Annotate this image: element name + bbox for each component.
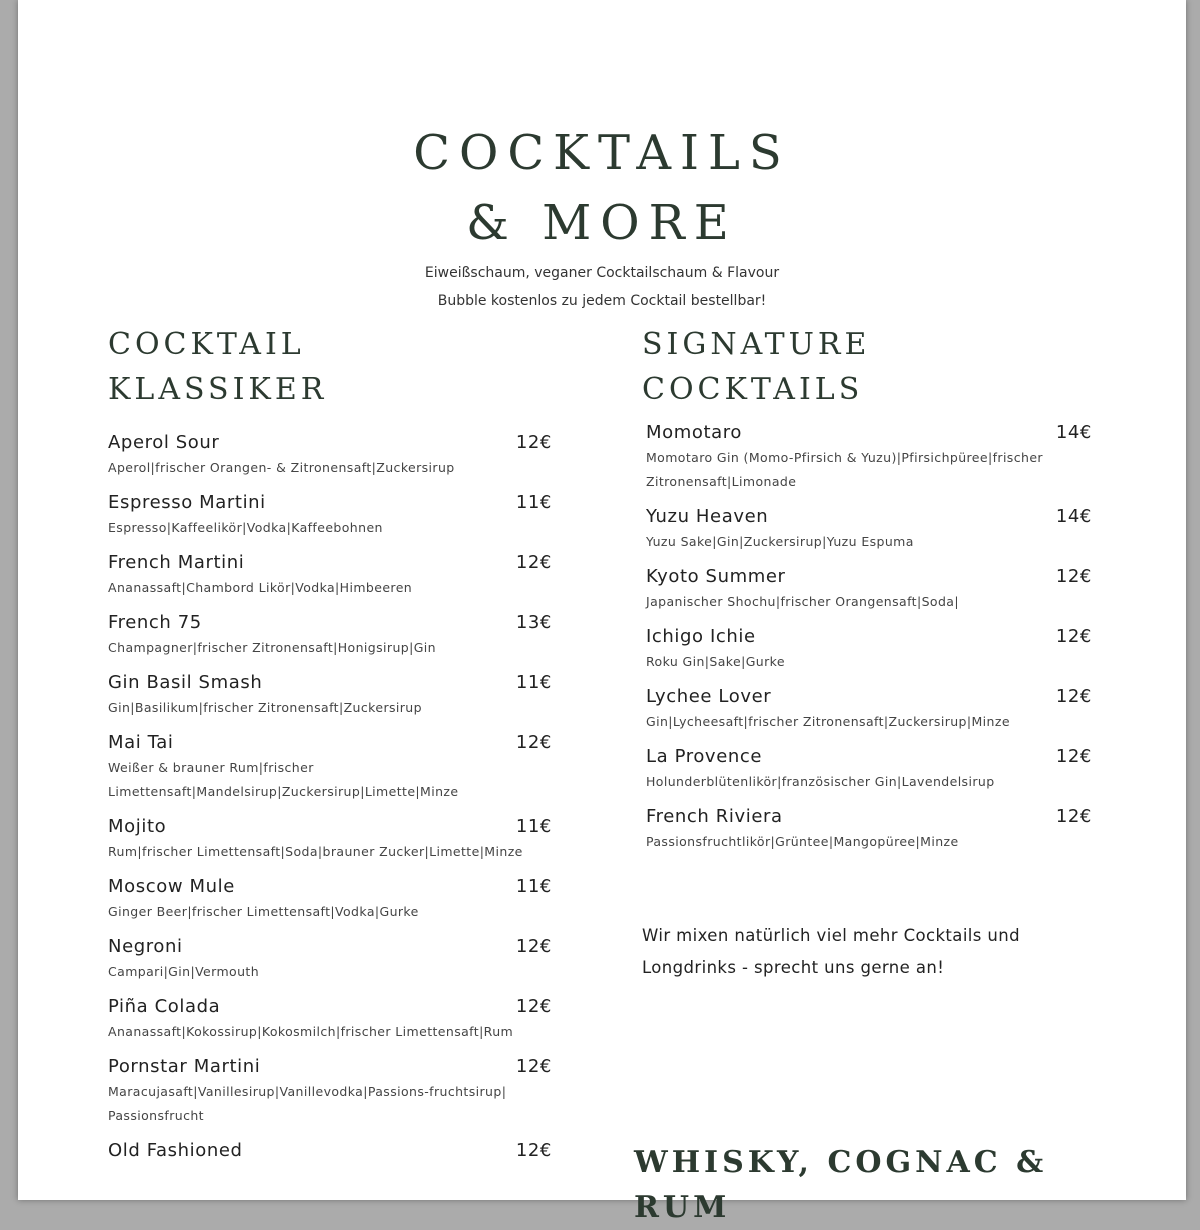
- menu-item-ingredients: Gin|Basilikum|frischer Zitronensaft|Zuckersirup: [108, 700, 422, 715]
- menu-item-header: [646, 564, 1092, 590]
- menu-item-header: [108, 934, 552, 960]
- menu-item: [108, 934, 552, 984]
- menu-item-name: French 75: [108, 612, 202, 633]
- menu-item-name: Mai Tai: [108, 732, 174, 753]
- menu-item-header: [108, 1138, 552, 1164]
- menu-item: [108, 610, 552, 660]
- menu-item-name: La Provence: [646, 746, 763, 767]
- menu-item-ingredients: Maracujasaft|Vanillesirup|Vanillevodka|Passions-fruchtsirup| Passionsfrucht: [108, 1084, 507, 1123]
- menu-item-name: Moscow Mule: [108, 876, 235, 897]
- menu-item-name: French Riviera: [646, 806, 783, 827]
- page-subtitle: [18, 259, 1186, 315]
- menu-item-name: Negroni: [108, 936, 183, 957]
- menu-item: [646, 420, 1092, 494]
- menu-item-name: Old Fashioned: [108, 1140, 243, 1161]
- menu-item-ingredients: Passionsfruchtlikör|Grüntee|Mangopüree|Minze: [646, 834, 959, 849]
- menu-item-header: [108, 610, 552, 636]
- signature-title-line1: SIGNATURE: [642, 327, 871, 362]
- menu-item-name: Gin Basil Smash: [108, 672, 263, 693]
- classics-title-line1: COCKTAIL: [108, 327, 305, 362]
- menu-item-price: 11€: [515, 876, 552, 897]
- menu-item-ingredients: Ananassaft|Kokossirup|Kokosmilch|frischer Limettensaft|Rum: [108, 1024, 514, 1039]
- menu-item-price: 11€: [515, 492, 552, 513]
- menu-item-ingredients: Japanischer Shochu|frischer Orangensaft|Soda|: [646, 594, 959, 609]
- menu-item-header: [108, 1054, 552, 1080]
- menu-item-price: 12€: [1055, 806, 1092, 827]
- whisky-section-title: [634, 1140, 1047, 1230]
- menu-item-price: 12€: [1055, 626, 1092, 647]
- menu-item-price: 12€: [1055, 686, 1092, 707]
- menu-item-name: Espresso Martini: [108, 492, 266, 513]
- menu-item-name: Lychee Lover: [646, 686, 772, 707]
- whisky-title-line2: RUM: [634, 1190, 731, 1225]
- menu-item-ingredients: Ginger Beer|frischer Limettensaft|Vodka|Gurke: [108, 904, 419, 919]
- menu-item-ingredients: Roku Gin|Sake|Gurke: [646, 654, 785, 669]
- menu-item-header: [108, 814, 552, 840]
- menu-item-name: Momotaro: [646, 422, 742, 443]
- menu-item-header: [646, 684, 1092, 710]
- menu-item-ingredients: Weißer & brauner Rum|frischer Limettensaft|Mandelsirup|Zuckersirup|Limette|Minze: [108, 760, 459, 799]
- menu-item-header: [108, 874, 552, 900]
- menu-item-price: 13€: [515, 612, 552, 633]
- menu-item-header: [108, 730, 552, 756]
- menu-item: [108, 1138, 552, 1164]
- menu-item: [646, 744, 1092, 794]
- signature-list: [642, 420, 1092, 854]
- menu-item-name: Yuzu Heaven: [646, 506, 769, 527]
- classics-title-line2: KLASSIKER: [108, 372, 328, 407]
- classics-list: [108, 430, 552, 1164]
- menu-item: [108, 490, 552, 540]
- menu-item-ingredients: Yuzu Sake|Gin|Zuckersirup|Yuzu Espuma: [646, 534, 914, 549]
- menu-item-name: Ichigo Ichie: [646, 626, 756, 647]
- page-title-line1: COCKTAILS: [413, 125, 791, 181]
- menu-item-ingredients: Ananassaft|Chambord Likör|Vodka|Himbeeren: [108, 580, 413, 595]
- menu-item-header: [646, 504, 1092, 530]
- menu-item-header: [646, 624, 1092, 650]
- menu-item-name: Aperol Sour: [108, 432, 220, 453]
- menu-item-name: Piña Colada: [108, 996, 221, 1017]
- menu-item-ingredients: Aperol|frischer Orangen- & Zitronensaft|Zuckersirup: [108, 460, 455, 475]
- whisky-title-line1: WHISKY, COGNAC &: [634, 1145, 1048, 1180]
- menu-item-header: [108, 490, 552, 516]
- menu-item-name: Pornstar Martini: [108, 1056, 261, 1077]
- menu-item-price: 12€: [515, 1140, 552, 1161]
- menu-item-ingredients: Champagner|frischer Zitronensaft|Honigsirup|Gin: [108, 640, 437, 655]
- menu-item: [108, 550, 552, 600]
- menu-item-header: [108, 994, 552, 1020]
- subtitle-line1: Eiweißschaum, veganer Cocktailschaum & Flavour: [424, 265, 780, 281]
- signature-section-title: [642, 322, 1092, 412]
- menu-item: [108, 730, 552, 804]
- page-title-line2: & MORE: [466, 195, 738, 251]
- menu-item-price: 12€: [1055, 566, 1092, 587]
- signature-column: [642, 322, 1092, 984]
- menu-item-price: 12€: [515, 732, 552, 753]
- menu-item-header: [108, 670, 552, 696]
- signature-title-line2: COCKTAILS: [642, 372, 864, 407]
- menu-item-ingredients: Gin|Lycheesaft|frischer Zitronensaft|Zuckersirup|Minze: [646, 714, 1010, 729]
- menu-item-price: 14€: [1055, 422, 1092, 443]
- menu-item: [646, 504, 1092, 554]
- classics-column: [108, 322, 552, 1174]
- menu-item: [108, 1054, 552, 1128]
- menu-item: [108, 874, 552, 924]
- menu-item-price: 11€: [515, 672, 552, 693]
- menu-item-price: 12€: [1055, 746, 1092, 767]
- page-title: [18, 118, 1186, 258]
- menu-item-price: 12€: [515, 1056, 552, 1077]
- menu-item-price: 14€: [1055, 506, 1092, 527]
- menu-item-price: 12€: [515, 936, 552, 957]
- menu-item-ingredients: Holunderblütenlikör|französischer Gin|Lavendelsirup: [646, 774, 995, 789]
- menu-item: [646, 624, 1092, 674]
- menu-item-ingredients: Rum|frischer Limettensaft|Soda|brauner Zucker|Limette|Minze: [108, 844, 523, 859]
- menu-item: [646, 804, 1092, 854]
- menu-item-price: 12€: [515, 432, 552, 453]
- classics-section-title: [108, 322, 552, 412]
- menu-item: [108, 814, 552, 864]
- menu-item-price: 12€: [515, 996, 552, 1017]
- menu-item-header: [646, 420, 1092, 446]
- menu-item-header: [108, 430, 552, 456]
- menu-item: [108, 430, 552, 480]
- menu-item: [108, 670, 552, 720]
- menu-item-name: French Martini: [108, 552, 245, 573]
- menu-item-name: Mojito: [108, 816, 167, 837]
- menu-item-price: 12€: [515, 552, 552, 573]
- menu-item-header: [646, 744, 1092, 770]
- menu-item-ingredients: Espresso|Kaffeelikör|Vodka|Kaffeebohnen: [108, 520, 383, 535]
- menu-page: [18, 0, 1186, 1225]
- menu-item: [646, 564, 1092, 614]
- subtitle-line2: Bubble kostenlos zu jedem Cocktail bestellbar!: [437, 293, 767, 309]
- menu-item: [646, 684, 1092, 734]
- more-drinks-note: Wir mixen natürlich viel mehr Cocktails und Longdrinks - sprecht uns gerne an!: [642, 926, 1021, 977]
- menu-item-price: 11€: [515, 816, 552, 837]
- menu-item-header: [646, 804, 1092, 830]
- menu-item-ingredients: Momotaro Gin (Momo-Pfirsich & Yuzu)|Pfirsichpüree|frischer Zitronensaft|Limonade: [646, 450, 1043, 489]
- menu-item: [108, 994, 552, 1044]
- menu-item-name: Kyoto Summer: [646, 566, 786, 587]
- menu-item-ingredients: Campari|Gin|Vermouth: [108, 964, 260, 979]
- menu-item-header: [108, 550, 552, 576]
